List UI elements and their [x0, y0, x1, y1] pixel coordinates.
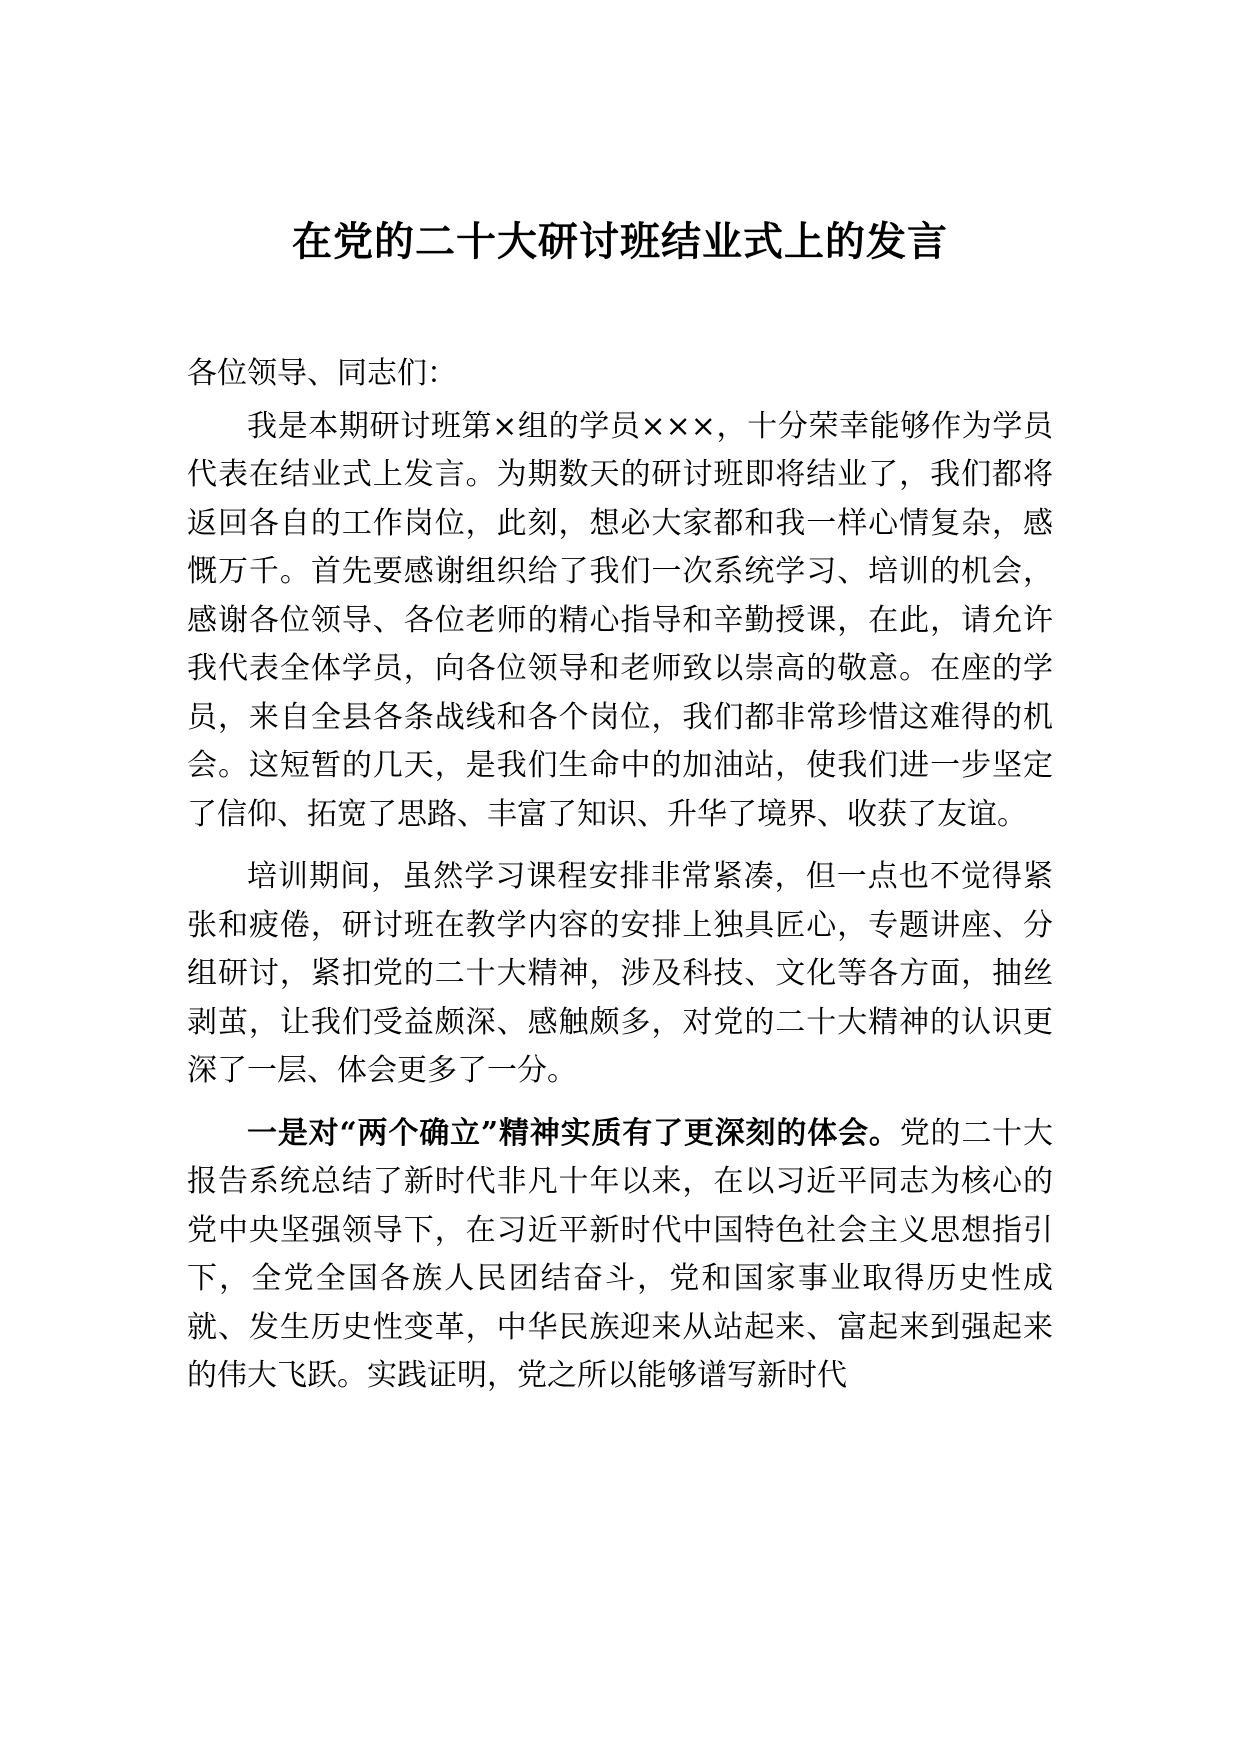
paragraph-3-lead: 一是对“两个确立”精神实质有了更深刻的体会。 [247, 1115, 900, 1151]
document-title: 在党的二十大研讨班结业式上的发言 [292, 219, 948, 265]
paragraph-2 [187, 853, 1053, 1096]
salutation: 各位领导、同志们： [187, 356, 457, 391]
paragraph-2-text: 培训期间，虽然学习课程安排非常紧凑，但一点也不觉得紧张和疲倦，研讨班在教学内容的安排上独具匠心，专题讲座、分组研讨，紧扣党的二十大精神，涉及科技、文化等各方面，抽丝剥茧，让我们受益颇深、感触颇多，对党的二十大精神的认识更深了一层、体会更多了一分。 [187, 859, 1053, 1088]
paragraph-3 [187, 1110, 1053, 1401]
paragraph-1 [187, 403, 1053, 840]
paragraph-3-text: 党的二十大报告系统总结了新时代非凡十年以来，在以习近平同志为核心的党中央坚强领导下，在习近平新时代中国特色社会主义思想指引下，全党全国各族人民团结奋斗，党和国家事业取得历史性成就、发生历史性变革，中华民族迎来从站起来、富起来到强起来的伟大飞跃。实践证明，党之所以能够谱写新时代 [187, 1115, 1054, 1393]
document-body [187, 350, 1053, 1415]
paragraph-1-text: 我是本期研讨班第×组的学员×××，十分荣幸能够作为学员代表在结业式上发言。为期数天的研讨班即将结业了，我们都将返回各自的工作岗位，此刻，想必大家都和我一样心情复杂，感慨万千。首先要感谢组织给了我们一次系统学习、培训的机会，感谢各位领导、各位老师的精心指导和辛勤授课，在此，请允许我代表全体学员，向各位领导和老师致以崇高的敬意。在座的学员，来自全县各条战线和各个岗位，我们都非常珍惜这难得的机会。这短暂的几天，是我们生命中的加油站，使我们进一步坚定了信仰、拓宽了思路、丰富了知识、升华了境界、收获了友谊。 [187, 408, 1053, 832]
